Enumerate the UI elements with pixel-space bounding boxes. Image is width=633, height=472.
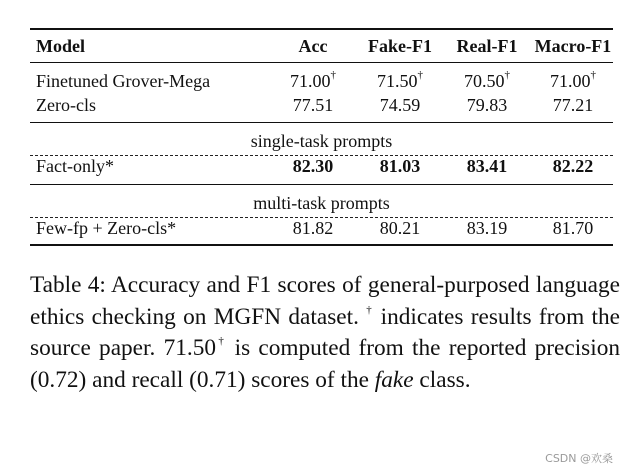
table-row	[30, 154, 613, 178]
macro-f1-cell: 77.21	[552, 95, 594, 115]
section-label-multi: multi-task prompts	[253, 193, 390, 213]
header-fake-f1: Fake-F1	[368, 36, 432, 56]
macro-f1-cell: 71.00†	[550, 69, 596, 91]
real-f1-cell: 79.83	[466, 95, 508, 115]
group-rule	[30, 184, 613, 185]
model-name: Finetuned Grover-Mega	[36, 71, 211, 91]
macro-f1-cell: 81.70	[552, 218, 594, 238]
header-macro-f1: Macro-F1	[534, 36, 612, 56]
table-header-row	[30, 34, 613, 58]
acc-cell: 77.51	[292, 95, 334, 115]
fake-f1-cell: 81.03	[379, 156, 421, 176]
header-rule	[30, 62, 613, 63]
fake-f1-cell: 80.21	[379, 218, 421, 238]
model-name: Fact-only*	[36, 156, 114, 176]
fake-f1-cell: 71.50†	[377, 69, 423, 91]
model-name: Few-fp + Zero-cls*	[36, 218, 177, 238]
table-caption: Table 4: Accuracy and F1 scores of general-purposed language ethics checking on MGFN dataset. † indicates results from the source paper. 71.50† is computed from the reported precision (0.72) and recall (0.71) scores of the fake class.	[30, 272, 621, 393]
real-f1-cell: 83.19	[466, 218, 508, 238]
table-row	[30, 93, 613, 117]
watermark: CSDN @欢桑	[545, 452, 613, 465]
table-top-rule	[30, 28, 613, 30]
acc-cell: 71.00†	[290, 69, 336, 91]
table-row	[30, 216, 613, 240]
model-name: Zero-cls	[36, 95, 96, 115]
section-label-single: single-task prompts	[250, 131, 393, 151]
table-bottom-rule	[30, 244, 613, 246]
acc-cell: 81.82	[292, 218, 334, 238]
acc-cell: 82.30	[292, 156, 334, 176]
fake-f1-cell: 74.59	[379, 95, 421, 115]
table-row	[30, 69, 613, 93]
header-model: Model	[36, 36, 85, 56]
header-acc: Acc	[298, 36, 328, 56]
real-f1-cell: 83.41	[466, 156, 508, 176]
macro-f1-cell: 82.22	[552, 156, 594, 176]
real-f1-cell: 70.50†	[464, 69, 510, 91]
fake-italic-word: fake	[374, 366, 414, 393]
group-rule	[30, 122, 613, 123]
header-real-f1: Real-F1	[456, 36, 518, 56]
